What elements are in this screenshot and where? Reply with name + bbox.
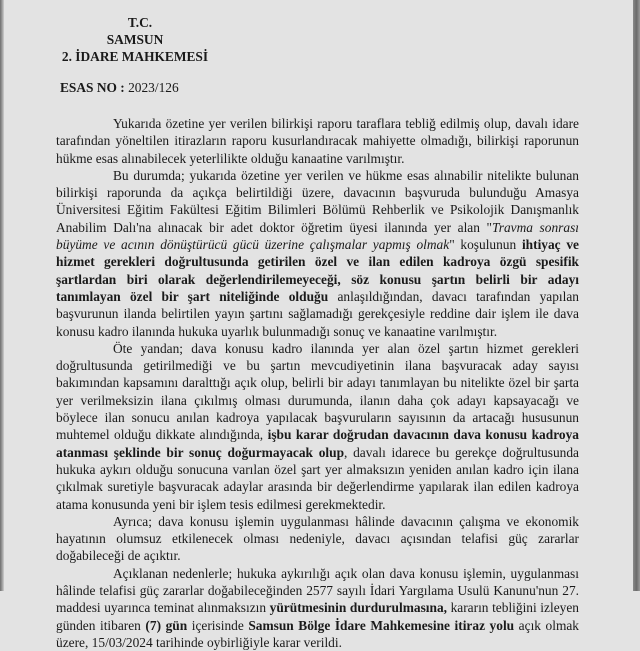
paragraph-5-text-4: açık olmak üzere, 15/03/2024 tarihinde oybirliğiyle karar verildi. (56, 617, 579, 650)
paragraph-5-bold-2: (7) gün (145, 617, 188, 633)
page-left-edge (0, 0, 4, 591)
paragraph-5-text-2: kararın tebliğini izleyen günden itibaren (56, 600, 579, 633)
paragraph-3-bold: işbu karar doğrudan davacının dava konusu kadroya atanması şeklinde bir sonuç doğurmayacak olup (56, 427, 579, 460)
paragraph-4 (56, 513, 579, 565)
case-number-value: 2023/126 (128, 80, 179, 95)
case-number-label: ESAS NO : (60, 80, 129, 95)
paragraph-4-text: Ayrıca; dava konusu işlemin uygulanması hâlinde davacının çalışma ve ekonomik hayatının olumsuz etkilenecek olması nedeniyle, davacı açısından telafisi güç zararlar doğabileceği de açıktır. (56, 513, 579, 564)
paragraph-3-text-1: Öte yandan; dava konusu kadro ilanında yer alan özel şartın hizmet gerekleri doğrultusunda getirilmediği ve bu şartın mevcudiyetinin ilana başvuracak aday sayısı bakımından kapsamını daralttığı açık olup, belirli bir adayı tanımlayan bu nitelikte özel bir şarta yer verilmeksizin ilana çıkılmış olması durumunda, ilanın daha çok adayı kapsayacağı ve böylece ilan sonucu anılan kadroya yapılacak başvuruların sayısının da artacağı hususunun muhtemel olduğu dikkate alındığında, (56, 340, 579, 443)
paragraph-5-bold-1: yürütmesinin durdurulmasına, (269, 600, 447, 616)
header-tc: T.C. (127, 15, 153, 30)
document-body (56, 115, 579, 651)
paragraph-5-bold-3: Samsun Bölge İdare Mahkemesine itiraz yolu (248, 617, 515, 633)
paragraph-5 (56, 565, 579, 651)
paragraph-2 (56, 167, 579, 340)
paragraph-3-text-2: , davalı idarece bu gerekçe doğrultusunda hukuka aykırı olduğu sonucuna varılan özel şart yer almaksızın yeniden anılan kadro için ilana çıkılmak suretiyle başvuracak adaylar arasında bir değerlendirme yapılarak ilan edilen kadroya atama konusunda yeni bir işlem tesis edilmesi gerekmektedir. (56, 444, 579, 512)
header-city: SAMSUN (106, 32, 164, 47)
paragraph-3 (56, 340, 579, 513)
header-court: 2. İDARE MAHKEMESİ (61, 49, 209, 64)
court-header (0, 14, 270, 65)
paragraph-2-text-2: " koşulunun (449, 237, 522, 253)
paragraph-1-text: Yukarıda özetine yer verilen bilirkişi raporu taraflara tebliğ edilmiş olup, davalı idare tarafından yöneltilen itirazların raporu kusurlandıracak mahiyette olmadığı, bilirkişi raporunun hükme esas alınabilecek yeterlilikte olduğu kanaatine varılmıştır. (56, 116, 579, 166)
case-number (60, 80, 179, 96)
paragraph-2-italic-quote: Travma sonrası büyüme ve acının dönüştürücü gücü üzerine çalışmalar yapmış olmak (56, 219, 580, 253)
paragraph-2-text-1: Bu durumda; yukarıda özetine yer verilen ve hükme esas alınabilir nitelikte bulunan bilirkişi raporunda da açıkça belirtildiği üzere, davacının başvuruda bulunduğu Amasya Üniversitesi Eğitim Fakültesi Eğitim Bilimleri Bölümü Rehberlik ve Psikolojik Danışmanlık Anabilim Dalı'na alınacak bir adet doktor öğretim üyesi ilanında yer alan " (56, 167, 579, 235)
paragraph-1 (56, 115, 579, 167)
paragraph-5-text-1: Açıklanan nedenlerle; hukuka aykırılığı açık olan dava konusu işlemin, uygulanması hâlinde telafisi güç zararlar doğabileceğinden 2577 sayılı İdari Yargılama Usulü Kanunu'nun 27. maddesi uyarınca teminat alınmaksızın (56, 565, 579, 616)
paragraph-2-text-3: anlaşıldığından, davacı tarafından yapılan başvurunun ilanda belirtilen yayın şartını sağlamadığı gerekçesiyle reddine dair işlem ile dava konusu kadro ilanında hukuka uyarlık bulunmadığı sonuç ve kanaatine varılmıştır. (56, 288, 580, 339)
paragraph-2-bold: ihtiyaç ve hizmet gerekleri doğrultusunda getirilen özel ve ilan edilen kadroya özgü spesifik şartlardan biri olarak değerlendirilemeyeceği, söz konusu şartın belirli bir adayı tanımlayan özel bir şart niteliğinde olduğu (56, 237, 579, 304)
paragraph-5-text-3: içerisinde (187, 617, 249, 633)
page-right-edge (633, 0, 640, 591)
